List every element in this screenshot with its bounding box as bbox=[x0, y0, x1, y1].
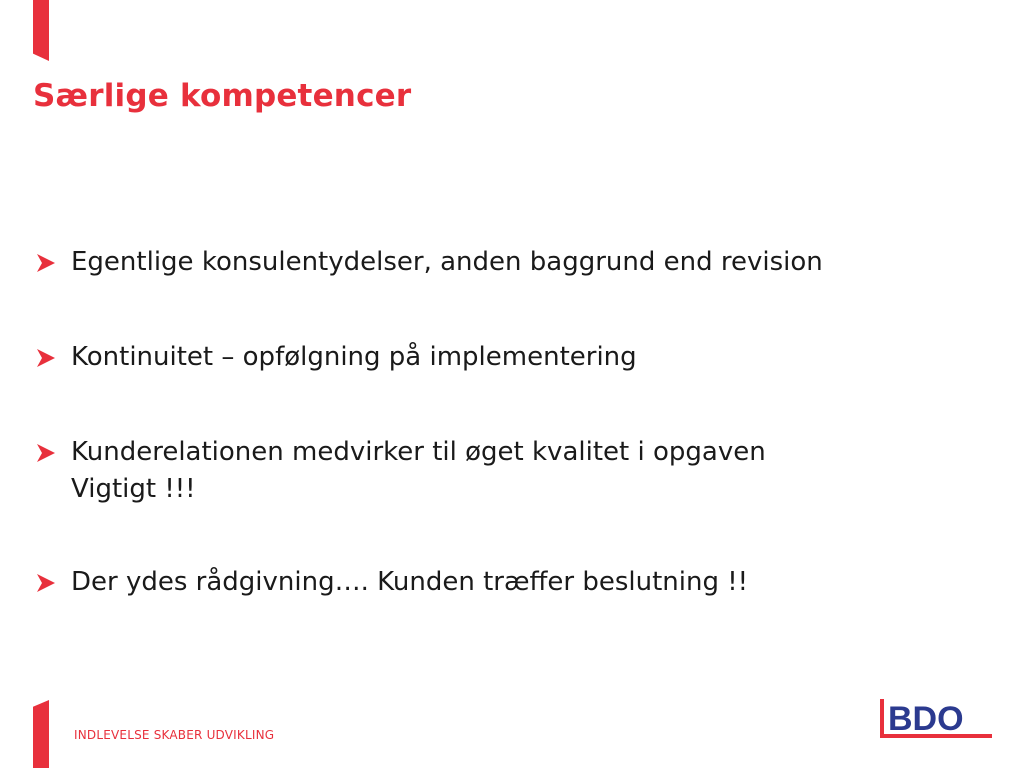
bullet-item bbox=[33, 564, 993, 601]
arrowhead-bullet-icon bbox=[37, 574, 55, 592]
arrowhead-bullet-icon bbox=[37, 444, 55, 462]
arrowhead-bullet-icon bbox=[37, 254, 55, 272]
logo-red-bar bbox=[880, 699, 884, 738]
bullet-text: Kontinuitet – opfølgning på implementering bbox=[71, 342, 637, 372]
top-accent-bar bbox=[33, 0, 49, 61]
bullet-text: Kunderelationen medvirker til øget kvalitet i opgaven bbox=[71, 437, 766, 467]
logo-text: BDO bbox=[888, 700, 964, 738]
bullet-item bbox=[33, 434, 993, 508]
slide-title: Særlige kompetencer bbox=[33, 78, 412, 114]
bottom-accent-bar bbox=[33, 700, 49, 768]
bullet-text: Der ydes rådgivning…. Kunden træffer beslutning !! bbox=[71, 567, 749, 597]
bullet-item bbox=[33, 244, 993, 281]
bullet-list bbox=[33, 244, 993, 601]
bullet-item bbox=[33, 339, 993, 376]
bullet-text-continuation: Vigtigt !!! bbox=[71, 474, 196, 504]
bullet-text: Egentlige konsulentydelser, anden baggrund end revision bbox=[71, 247, 823, 277]
footer-tagline: INDLEVELSE SKABER UDVIKLING bbox=[74, 728, 275, 742]
arrowhead-bullet-icon bbox=[37, 349, 55, 367]
bdo-logo bbox=[880, 697, 992, 741]
